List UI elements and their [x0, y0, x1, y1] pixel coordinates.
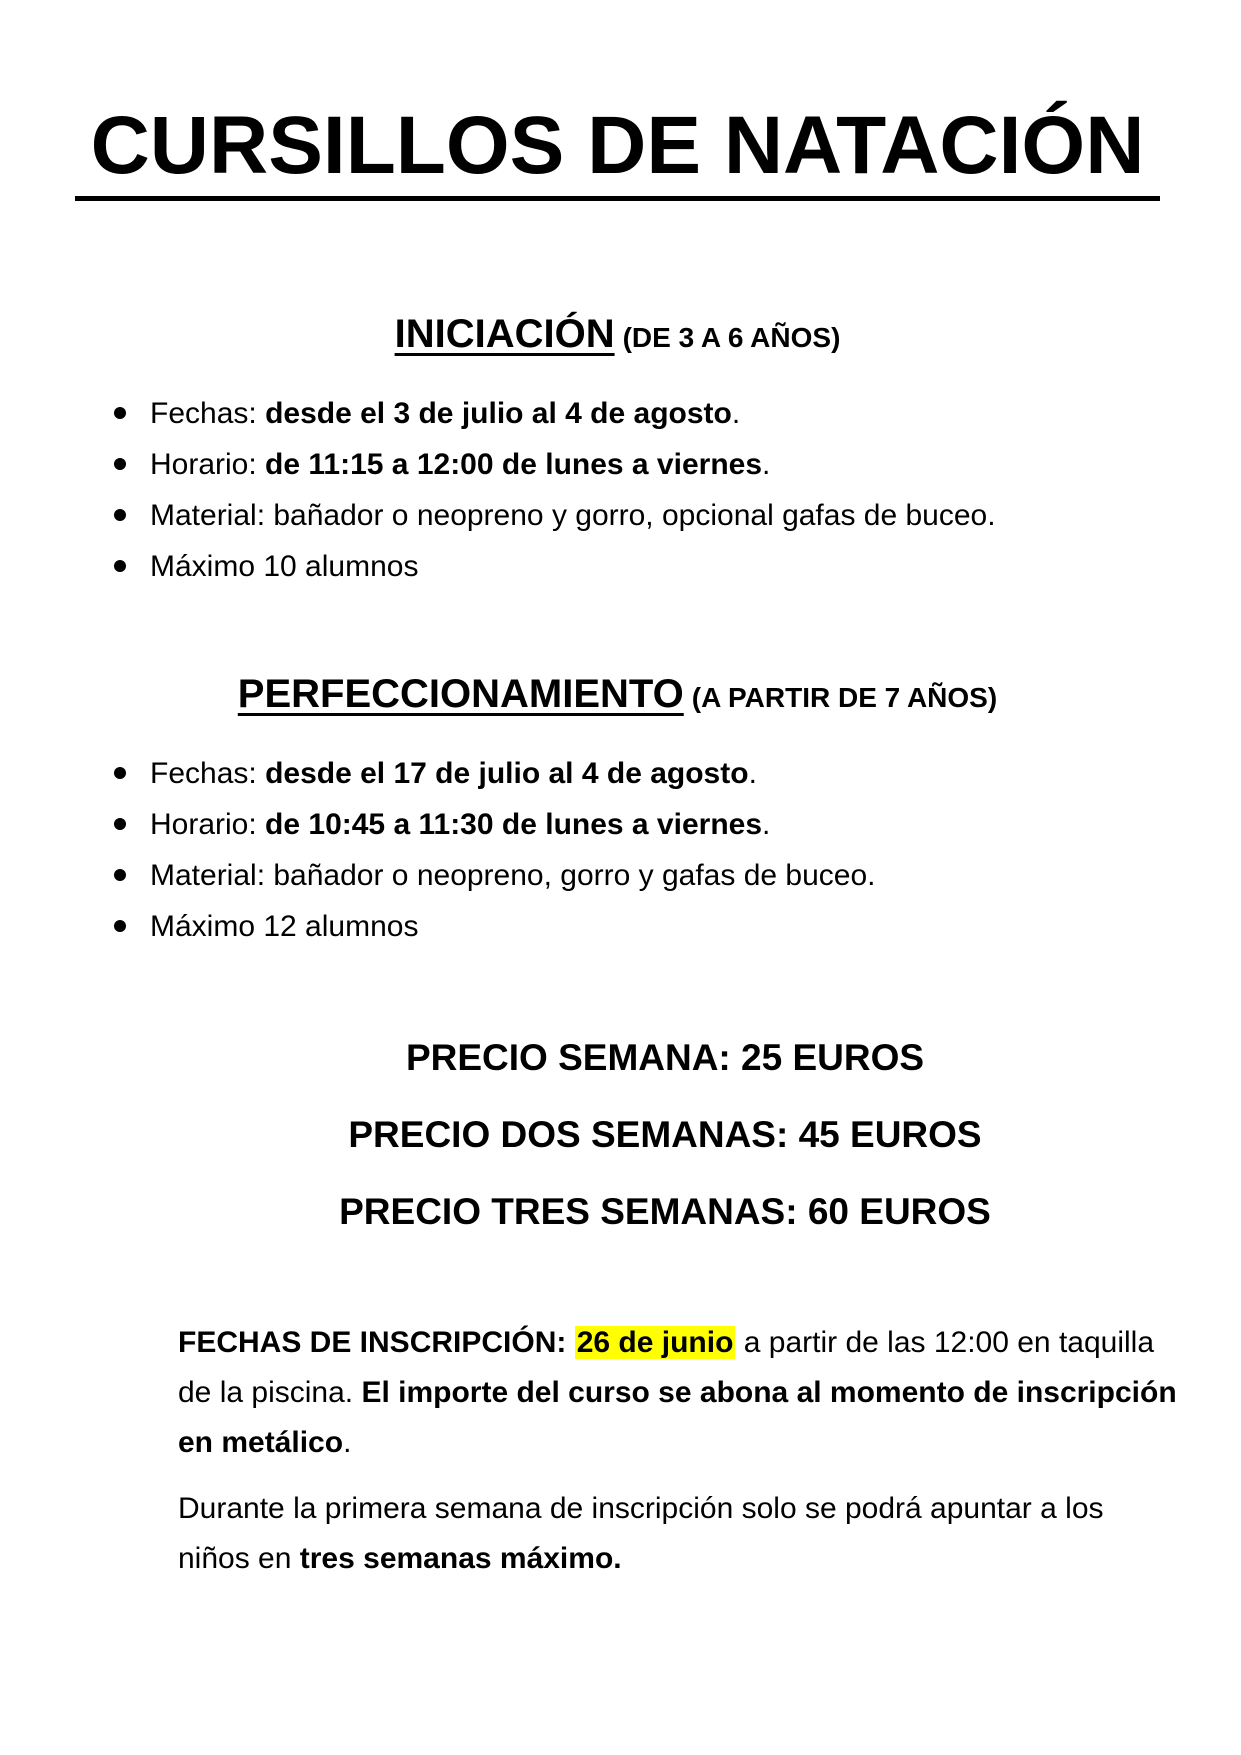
list-item [108, 799, 1168, 850]
registration-note [178, 1484, 1178, 1584]
item-label: Horario: [150, 808, 266, 841]
section-list-perfeccionamiento [108, 748, 1168, 952]
bullet-icon [114, 407, 126, 419]
list-item [108, 388, 1168, 439]
item-suffix: . [762, 808, 771, 841]
list-item [108, 439, 1168, 490]
bullet-icon [114, 560, 126, 572]
item-label: Máximo 10 alumnos [150, 550, 419, 583]
bullet-icon [114, 818, 126, 830]
payment-note: El importe del curso se abona al momento de inscripción en metálico [178, 1376, 1177, 1459]
bullet-icon [114, 869, 126, 881]
list-item [108, 748, 1168, 799]
section-name: PERFECCIONAMIENTO [237, 672, 684, 716]
item-label: Material: bañador o neopreno, gorro y gafas de buceo. [150, 859, 876, 892]
list-item [108, 901, 1168, 952]
bullet-icon [114, 509, 126, 521]
registration-place: a partir de las 12:00 en taquilla de la piscina. [178, 1326, 1155, 1409]
section-age-range: (A PARTIR DE 7 AÑOS) [691, 682, 998, 713]
list-item [108, 850, 1168, 901]
note-text: Durante la primera semana de inscripción solo se podrá apuntar a los niños en [178, 1492, 1104, 1575]
section-heading-iniciacion [75, 312, 1160, 357]
list-item [108, 490, 1168, 541]
page-title: CURSILLOS DE NATACIÓN [90, 100, 1145, 191]
payment-suffix: . [343, 1426, 352, 1459]
bullet-icon [114, 767, 126, 779]
item-value: desde el 17 de julio al 4 de agosto [265, 757, 749, 790]
price-one-week: PRECIO SEMANA: 25 EUROS [405, 1037, 925, 1078]
registration-paragraph [178, 1318, 1178, 1468]
price-list [110, 1022, 1220, 1253]
registration-info [178, 1318, 1178, 1600]
price-two-weeks: PRECIO DOS SEMANAS: 45 EUROS [348, 1114, 982, 1155]
list-item [108, 541, 1168, 592]
item-label: Horario: [150, 448, 266, 481]
item-label: Fechas: [150, 757, 266, 790]
item-value: desde el 3 de julio al 4 de agosto [265, 397, 732, 430]
item-label: Máximo 12 alumnos [150, 910, 419, 943]
item-value: de 11:15 a 12:00 de lunes a viernes [265, 448, 763, 481]
note-bold: tres semanas máximo. [299, 1542, 622, 1575]
section-list-iniciacion [108, 388, 1168, 592]
title-underline [75, 196, 1160, 201]
bullet-icon [114, 458, 126, 470]
registration-label: FECHAS DE INSCRIPCIÓN: [178, 1326, 567, 1359]
item-suffix: . [762, 448, 771, 481]
price-three-weeks: PRECIO TRES SEMANAS: 60 EUROS [339, 1191, 991, 1232]
item-suffix: . [748, 757, 757, 790]
registration-date: 26 de junio [576, 1326, 734, 1359]
item-label: Material: bañador o neopreno y gorro, opcional gafas de buceo. [150, 499, 996, 532]
item-label: Fechas: [150, 397, 266, 430]
item-value: de 10:45 a 11:30 de lunes a viernes [265, 808, 763, 841]
bullet-icon [114, 920, 126, 932]
section-name: INICIACIÓN [394, 312, 615, 356]
item-suffix: . [731, 397, 741, 430]
section-age-range: (DE 3 A 6 AÑOS) [622, 322, 841, 353]
section-heading-perfeccionamiento [75, 672, 1160, 717]
